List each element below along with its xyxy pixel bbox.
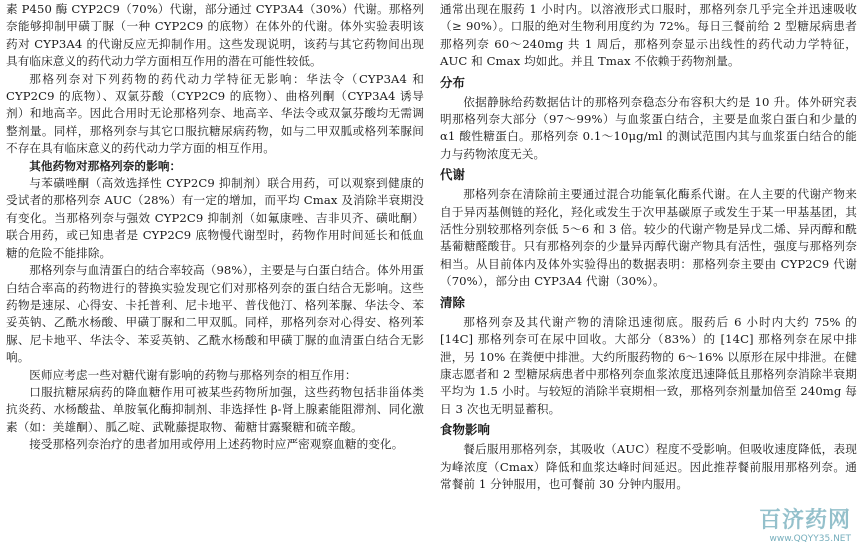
paragraph: 依据静脉给药数据估计的那格列奈稳态分布容积大约是 10 升。体外研究表明那格列奈大部分（97～99%）与血浆蛋白结合，主要是血浆白蛋白和少量的 α1 酸性糖蛋白。那格列奈 0.1～10μg/ml 的测试范围内其与血浆蛋白结合的能力与药物浓度无关。 (440, 94, 857, 161)
subheading-other-drugs: 其他药物对那格列奈的影响： (29, 158, 182, 173)
section-heading-food-effect: 食物影响 (440, 422, 490, 438)
paragraph: 那格列奈在清除前主要通过混合功能氧化酶系代谢。在人主要的代谢产物来自于异丙基侧链的羟化，羟化或发生于次甲基碳原子或发生于某一甲基基团，其活性分别较那格列奈低 5～6 和 3 倍。较少的代谢产物是异戊二烯、异丙醇和酰基葡糖醛酸苷。只有那格列奈的少量异丙醇代谢产物具有活性，强度与那格列奈相当。从目前体内及体外实验得出的数据表明：那格列奈主要由 CYP2C9 代谢（70%），部分由 CYP3A4 代谢（30%）。 (440, 187, 857, 289)
paragraph: 口服抗糖尿病药的降血糖作用可被某些药物所加强，这些药物包括非甾体类抗炎药、水杨酸盐、单胺氧化酶抑制剂、非选择性 β-肾上腺素能阻滞剂、同化激素（如：美雄酮）、胍乙啶、武靴藤提取物、葡糖甘露聚糖和硫辛酸。 (6, 384, 424, 434)
paragraph: 与苯磺唑酮（高效选择性 CYP2C9 抑制剂）联合用药，可以观察到健康的受试者的那格列奈 AUC（28%）有一定的增加，而平均 Cmax 及消除半衰期没有变化。当那格列奈与强效 CYP2C9 抑制剂（如氟康唑、吉非贝齐、磺吡酮）联合用药，或已知患者是 CYP2C9 底物慢代谢型时，药物作用时间延长和低血糖的危险不能排除。 (6, 176, 424, 260)
paragraph: 那格列奈与血清蛋白的结合率较高（98%），主要是与白蛋白结合。体外用蛋白结合率高的药物进行的替换实验发现它们对那格列奈的蛋白结合无影响。这些药物是速尿、心得安、卡托普利、尼卡地平、普伐他汀、格列苯脲、华法令、苯妥英钠、乙酰水杨酸、甲磺丁脲和二甲双胍。同样，那格列奈对心得安、格列苯脲、尼卡地平、华法令、苯妥英钠、乙酰水杨酸和甲磺丁脲的血清蛋白结合无影响。 (6, 263, 424, 365)
right-column (430, 0, 865, 552)
watermark-text: 百济药网 (758, 508, 851, 533)
paragraph: 那格列奈及其代谢产物的清除迅速彻底。服药后 6 小时内大约 75% 的 [14C] 那格列奈可在尿中回收。大部分（83%）的 [14C] 那格列奈在尿中排泄，另 10% 在粪便中排泄。大约所服药物的 6～16% 以原形在尿中排泄。在健康志愿者和 2 型糖尿病患者中那格列奈血浆浓度迅速降低且那格列奈消除半衰期平均为 1.5 小时。与较短的消除半衰期相一致，那格列奈剂量加倍至 240mg 每日 3 次也无明显蓄积。 (440, 314, 857, 416)
watermark-url: www.QQYY35.NET (769, 534, 851, 544)
paragraph: 那格列奈对下列药物的药代动力学特征无影响：华法令（CYP3A4 和 CYP2C9 的底物）、双氯芬酸（CYP2C9 的底物）、曲格列酮（CYP3A4 诱导剂）和地高辛。因此合用时无论那格列奈、地高辛、华法令或双氯芬酸均无需调整剂量。同样，那格列奈与其它口服抗糖尿病药物，如与二甲双胍或格列苯脲间不存在具有临床意义的药代动力学方面的相互作用。 (6, 71, 424, 156)
paragraph: 医师应考虑一些对糖代谢有影响的药物与那格列奈的相互作用： (29, 367, 357, 382)
left-column (0, 0, 430, 552)
section-heading-metabolism: 代谢 (440, 167, 465, 183)
section-heading-elimination: 清除 (440, 294, 465, 310)
paragraph: 餐后服用那格列奈，其吸收（AUC）程度不受影响。但吸收速度降低，表现为峰浓度（Cmax）降低和血浆达峰时间延迟。因此推荐餐前服用那格列奈。通常餐前 1 分钟服用，也可餐前 30 分钟内服用。 (440, 442, 857, 491)
section-heading-distribution: 分布 (440, 74, 465, 90)
paragraph: 通常出现在服药 1 小时内。以溶液形式口服时，那格列奈几乎完全并迅速吸收（≥ 90%）。口服的绝对生物利用度约为 72%。每日三餐前给 2 型糖尿病患者那格列奈 60～240mg 共 1 周后，那格列奈显示出线性的药代动力学特征，AUC 和 Cmax 均如此。并且 Tmax 不依赖于药物剂量。 (440, 2, 857, 69)
paragraph: 素 P450 酶 CYP2C9（70%）代谢，部分通过 CYP3A4（30%）代谢。那格列奈能够抑制甲磺丁脲（一种 CYP2C9 的底物）在体外的代谢。体外实验表明该药对 CYP3A4 的代谢反应无抑制作用。这些发现说明，该药与其它药物间出现具有临床意义的药代动力学方面相互作用的潜在可能性较低。 (6, 2, 424, 69)
paragraph: 接受那格列奈治疗的患者加用或停用上述药物时应严密观察血糖的变化。 (29, 437, 404, 452)
